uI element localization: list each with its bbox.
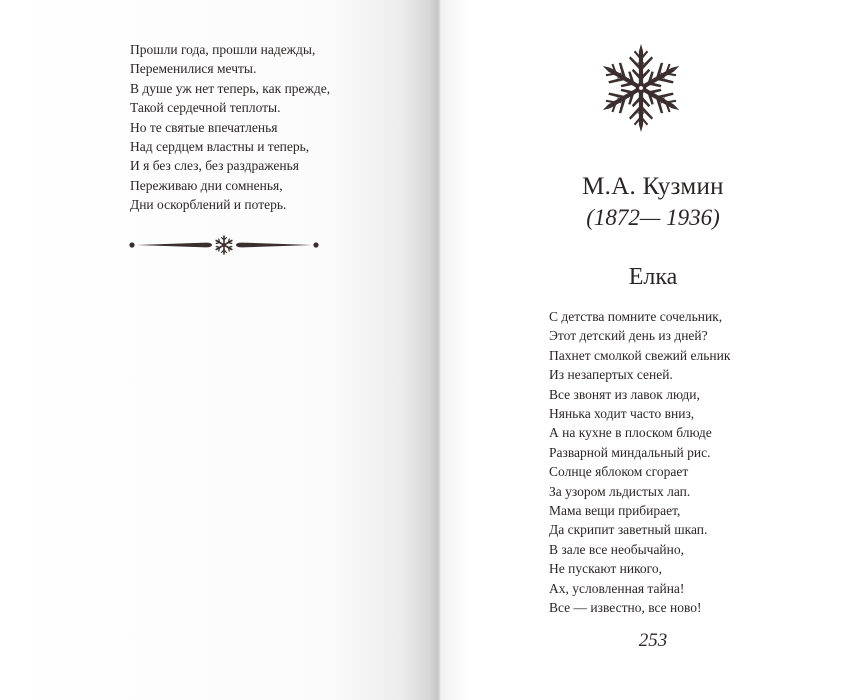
author-years: (1872— 1936) bbox=[586, 205, 720, 230]
poem-body bbox=[549, 307, 730, 618]
right-page bbox=[441, 0, 865, 700]
poem-line: Мама вещи прибирает, bbox=[549, 503, 681, 519]
poem-line: Но те святые впечатленья bbox=[130, 119, 278, 135]
poem-line: Все звонят из лавок люди, bbox=[549, 386, 700, 402]
poem-line: Дни оскорблений и потерь. bbox=[130, 197, 287, 213]
poem-line: Все — известно, все ново! bbox=[549, 600, 702, 616]
poem-line: Разварной миндальный рис. bbox=[549, 444, 711, 460]
divider-ornament-icon bbox=[128, 234, 320, 256]
poem-line: Такой сердечной теплоты. bbox=[130, 100, 281, 116]
poem-line: Да скрипит заветный шкап. bbox=[549, 522, 708, 538]
author-name: М.А. Кузмин bbox=[582, 173, 724, 200]
poem-line: С детства помните сочельник, bbox=[549, 309, 723, 324]
poem-line: И я без слез, без раздраженья bbox=[130, 158, 299, 174]
poem-title: Елка bbox=[628, 264, 678, 290]
poem-line: Не пускают никого, bbox=[549, 561, 663, 577]
poem-line: Из незапертых сеней. bbox=[549, 367, 673, 383]
poem-line: За узором льдистых лап. bbox=[549, 483, 691, 499]
poem-line: В зале все необычайно, bbox=[549, 541, 685, 557]
poem-line: Пахнет смолкой свежий ельник bbox=[549, 347, 731, 363]
poem-line: Переменилися мечты. bbox=[130, 61, 257, 77]
poem-line: Ах, условленная тайна! bbox=[549, 580, 685, 596]
poem-line: Над сердцем властны и теперь, bbox=[130, 139, 310, 155]
poem-line: Переживаю дни сомненья, bbox=[130, 177, 283, 193]
poem-line: Солнце яблоком сгорает bbox=[549, 464, 689, 480]
poem-line: Прошли года, прошли надежды, bbox=[130, 42, 316, 57]
page-number: 253 bbox=[638, 630, 668, 651]
poem-line: А на кухне в плоском блюде bbox=[549, 425, 712, 441]
poem-line: Этот детский день из дней? bbox=[549, 328, 708, 344]
snowflake-icon bbox=[593, 40, 689, 136]
poem-line: Нянька ходит часто вниз, bbox=[549, 406, 695, 422]
poem-stanza bbox=[130, 40, 330, 215]
poem-line: В душе уж нет теперь, как прежде, bbox=[130, 80, 331, 96]
